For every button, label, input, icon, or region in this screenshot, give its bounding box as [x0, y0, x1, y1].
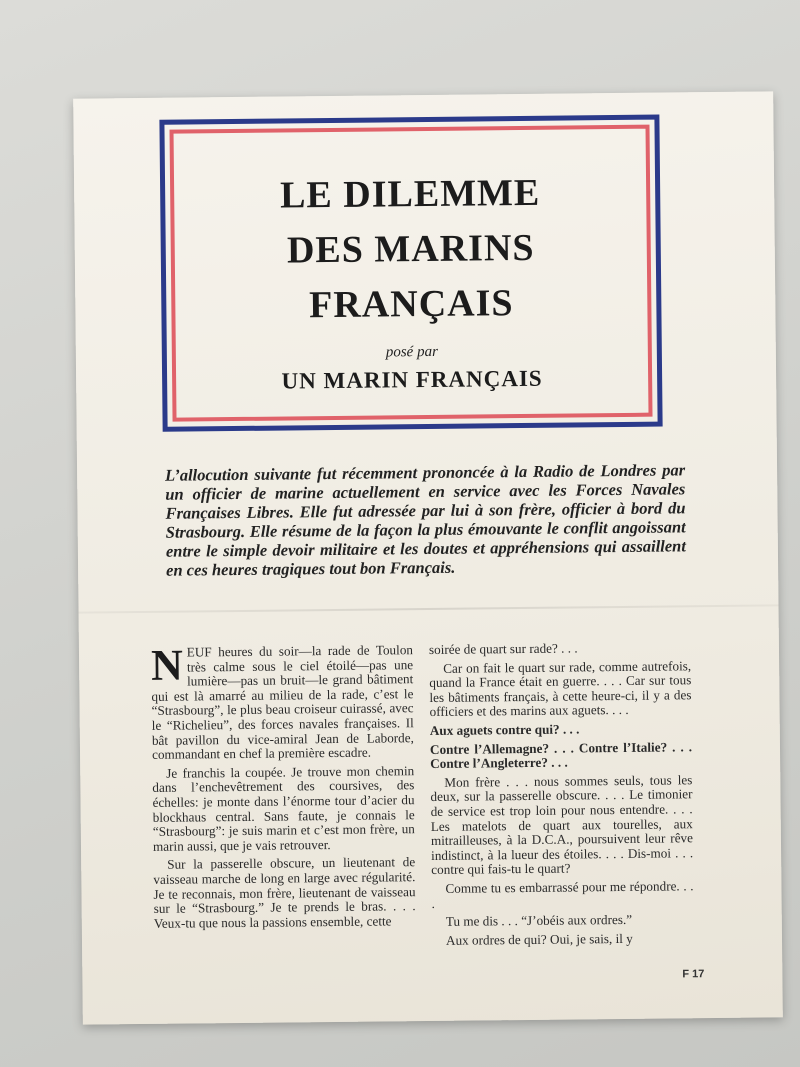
right-paragraph-2: Car on fait le quart sur rade, comme autrefois, quand la France était en guerre. . . . Car sur tous les bâtiments français, à cette heure-ci, il y a des officiers et des marins aux aguets. . . . [429, 657, 692, 720]
left-paragraph-1 [150, 640, 414, 763]
headline-line-3: FRANÇAIS [308, 282, 514, 327]
title-frame [159, 115, 662, 432]
headline-line-1: LE DILEMME [279, 171, 541, 217]
headline [174, 165, 648, 335]
right-paragraph-5: Tu me dis . . . “J’obéis aux ordres.” [445, 911, 633, 929]
left-paragraph-3: Sur la passerelle obscure, un lieutenant de vaisseau marche de long en large avec régularité. Je te reconnais, mon frère, lieutenant de vaisseau sur le “Strasbourg.” Je te prends le bras. . . . Veux-tu que nous la passions ensemble, cette [153, 854, 416, 931]
title-frame-inner [170, 125, 653, 422]
right-bold-line-1: Aux aguets contre qui? . . . [429, 721, 580, 738]
leaflet-page [73, 91, 783, 1024]
right-paragraph-3: Mon frère . . . nous sommes seuls, tous les deux, sur la passerelle obscure. . . . Le timonier de service est trop loin pour nous entendre. . . . Les matelots de quart aux tourelles, aux mitrailleuses, à la D.C.A., poursuivent leur rêve indistinct, à la lueur des étoiles. . . . Dis-moi . . . contre qui fais-tu le quart? [430, 771, 694, 878]
left-column [150, 640, 416, 935]
right-paragraph-6: Aux ordres de qui? Oui, je sais, il y [445, 930, 633, 948]
right-bold-line-2: Contre l’Allemagne? . . . Contre l’Italie? . . . Contre l’Angleterre? . . . [429, 738, 693, 772]
subtitle: posé par [385, 343, 438, 361]
right-column [429, 640, 694, 952]
paper-fold-crease [79, 604, 779, 613]
left-paragraph-2: Je franchis la coupée. Je trouve mon chemin dans l’enchevêtrement des coursives, des échelles: je monte dans l’énorme tour d’acier du blockhaus central. Sans faute, je connais le “Strasbourg”: je suis marin et c’est mon frère, un marin aussi, que je vais retrouver. [152, 762, 415, 854]
author-line: UN MARIN FRANÇAIS [281, 365, 543, 394]
drop-cap: N [150, 640, 184, 690]
leaflet-code: F 17 [682, 968, 705, 981]
left-paragraph-1-text: EUF heures du soir—la rade de Toulon très calme sous le ciel étoilé—pas une lumière—pas un bruit—le grand bâtiment qui est là amarré au milieu de la rade, c’est le “Strasbourg”, le plus beau croiseur cuirassé, avec le “Richelieu”, des forces navales françaises. Il bât pavillon du vice-amiral Jean de Laborde, commandant en chef la première escadre. [151, 642, 414, 763]
right-paragraph-1: soirée de quart sur rade? . . . [428, 640, 578, 657]
headline-line-2: DES MARINS [286, 226, 535, 272]
intro-paragraph: L’allocution suivante fut récemment prononcée à la Radio de Londres par un officier de marine actuellement en service avec les Forces Navales Françaises Libres. Elle fut adressée par lui à son frère, officier à bord du Strasbourg. Elle résume de la façon la plus émouvante le conflit angoissant entre le simple devoir militaire et les doutes et appréhensions qui assaillent en ces heures tragiques tout bon Français. [165, 460, 686, 580]
right-paragraph-4: Comme tu es embarrassé pour me répondre. . . . [431, 878, 694, 911]
